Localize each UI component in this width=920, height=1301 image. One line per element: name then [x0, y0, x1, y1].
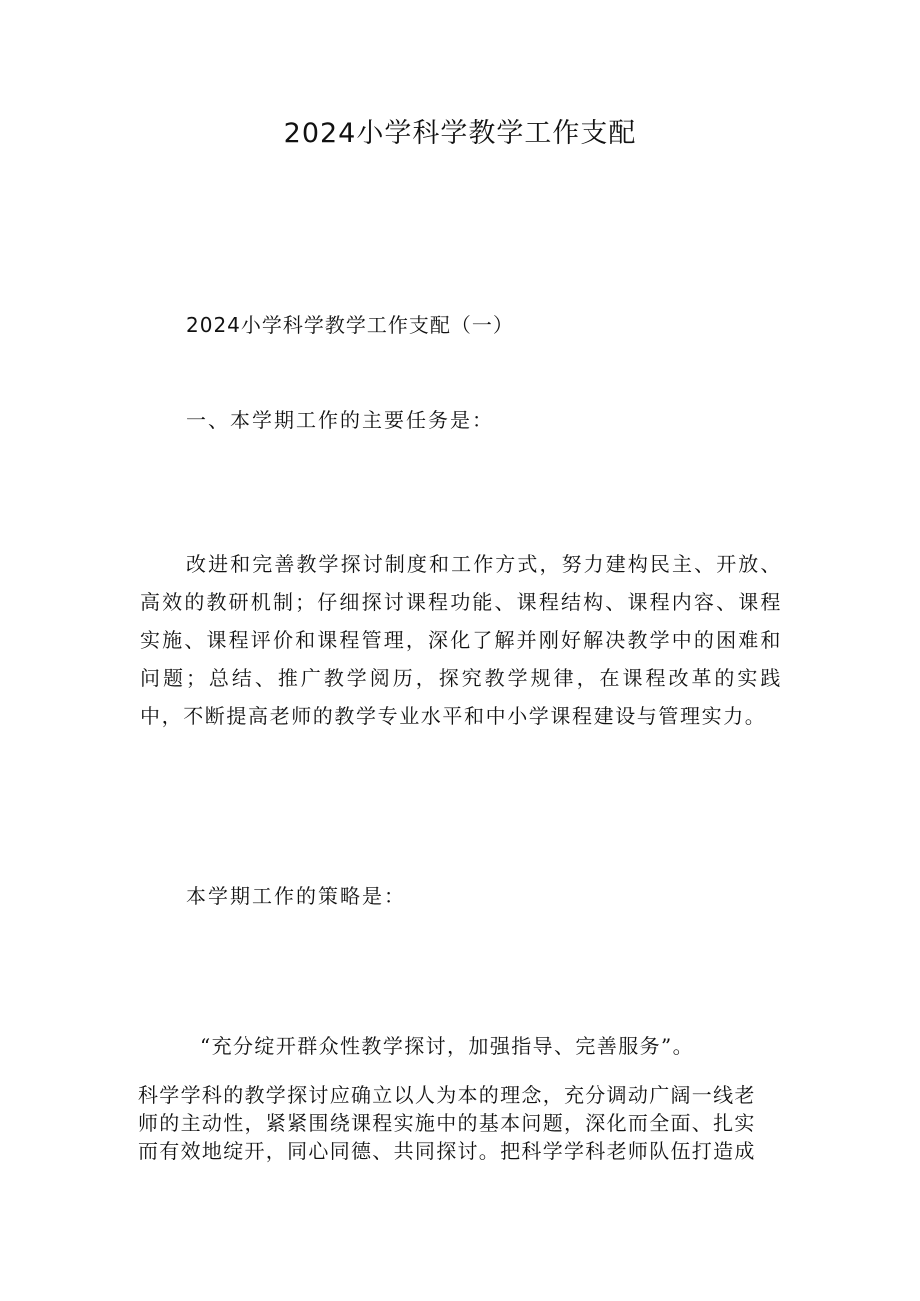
paragraph-line: 科学学科的教学探讨应确立以人为本的理念，充分调动广阔一线老 [138, 1083, 756, 1107]
main-tasks-heading: 一、本学期工作的主要任务是： [186, 408, 494, 432]
strategy-quote: “充分绽开群众性教学探讨，加强指导、完善服务”。 [200, 1034, 695, 1058]
section-subtitle: 2024小学科学教学工作支配（一） [186, 313, 514, 337]
paragraph-line: 而有效地绽开，同心同德、共同探讨。把科学学科老师队伍打造成 [138, 1139, 756, 1163]
strategy-heading: 本学期工作的策略是： [186, 884, 406, 908]
paragraph-line: 师的主动性，紧紧围绕课程实施中的基本问题，深化而全面、扎实 [138, 1111, 756, 1135]
strategy-paragraph [138, 1081, 774, 1165]
main-tasks-paragraph: 改进和完善教学探讨制度和工作方式，努力建构民主、开放、高效的教研机制；仔细探讨课程功能、课程结构、课程内容、课程实施、课程评价和课程管理，深化了解并刚好解决教学中的困难和问题；总结、推广教学阅历，探究教学规律，在课程改革的实践中，不断提高老师的教学专业水平和中小学课程建设与管理实力。 [140, 552, 782, 728]
document-title: 2024小学科学教学工作支配 [283, 118, 637, 149]
